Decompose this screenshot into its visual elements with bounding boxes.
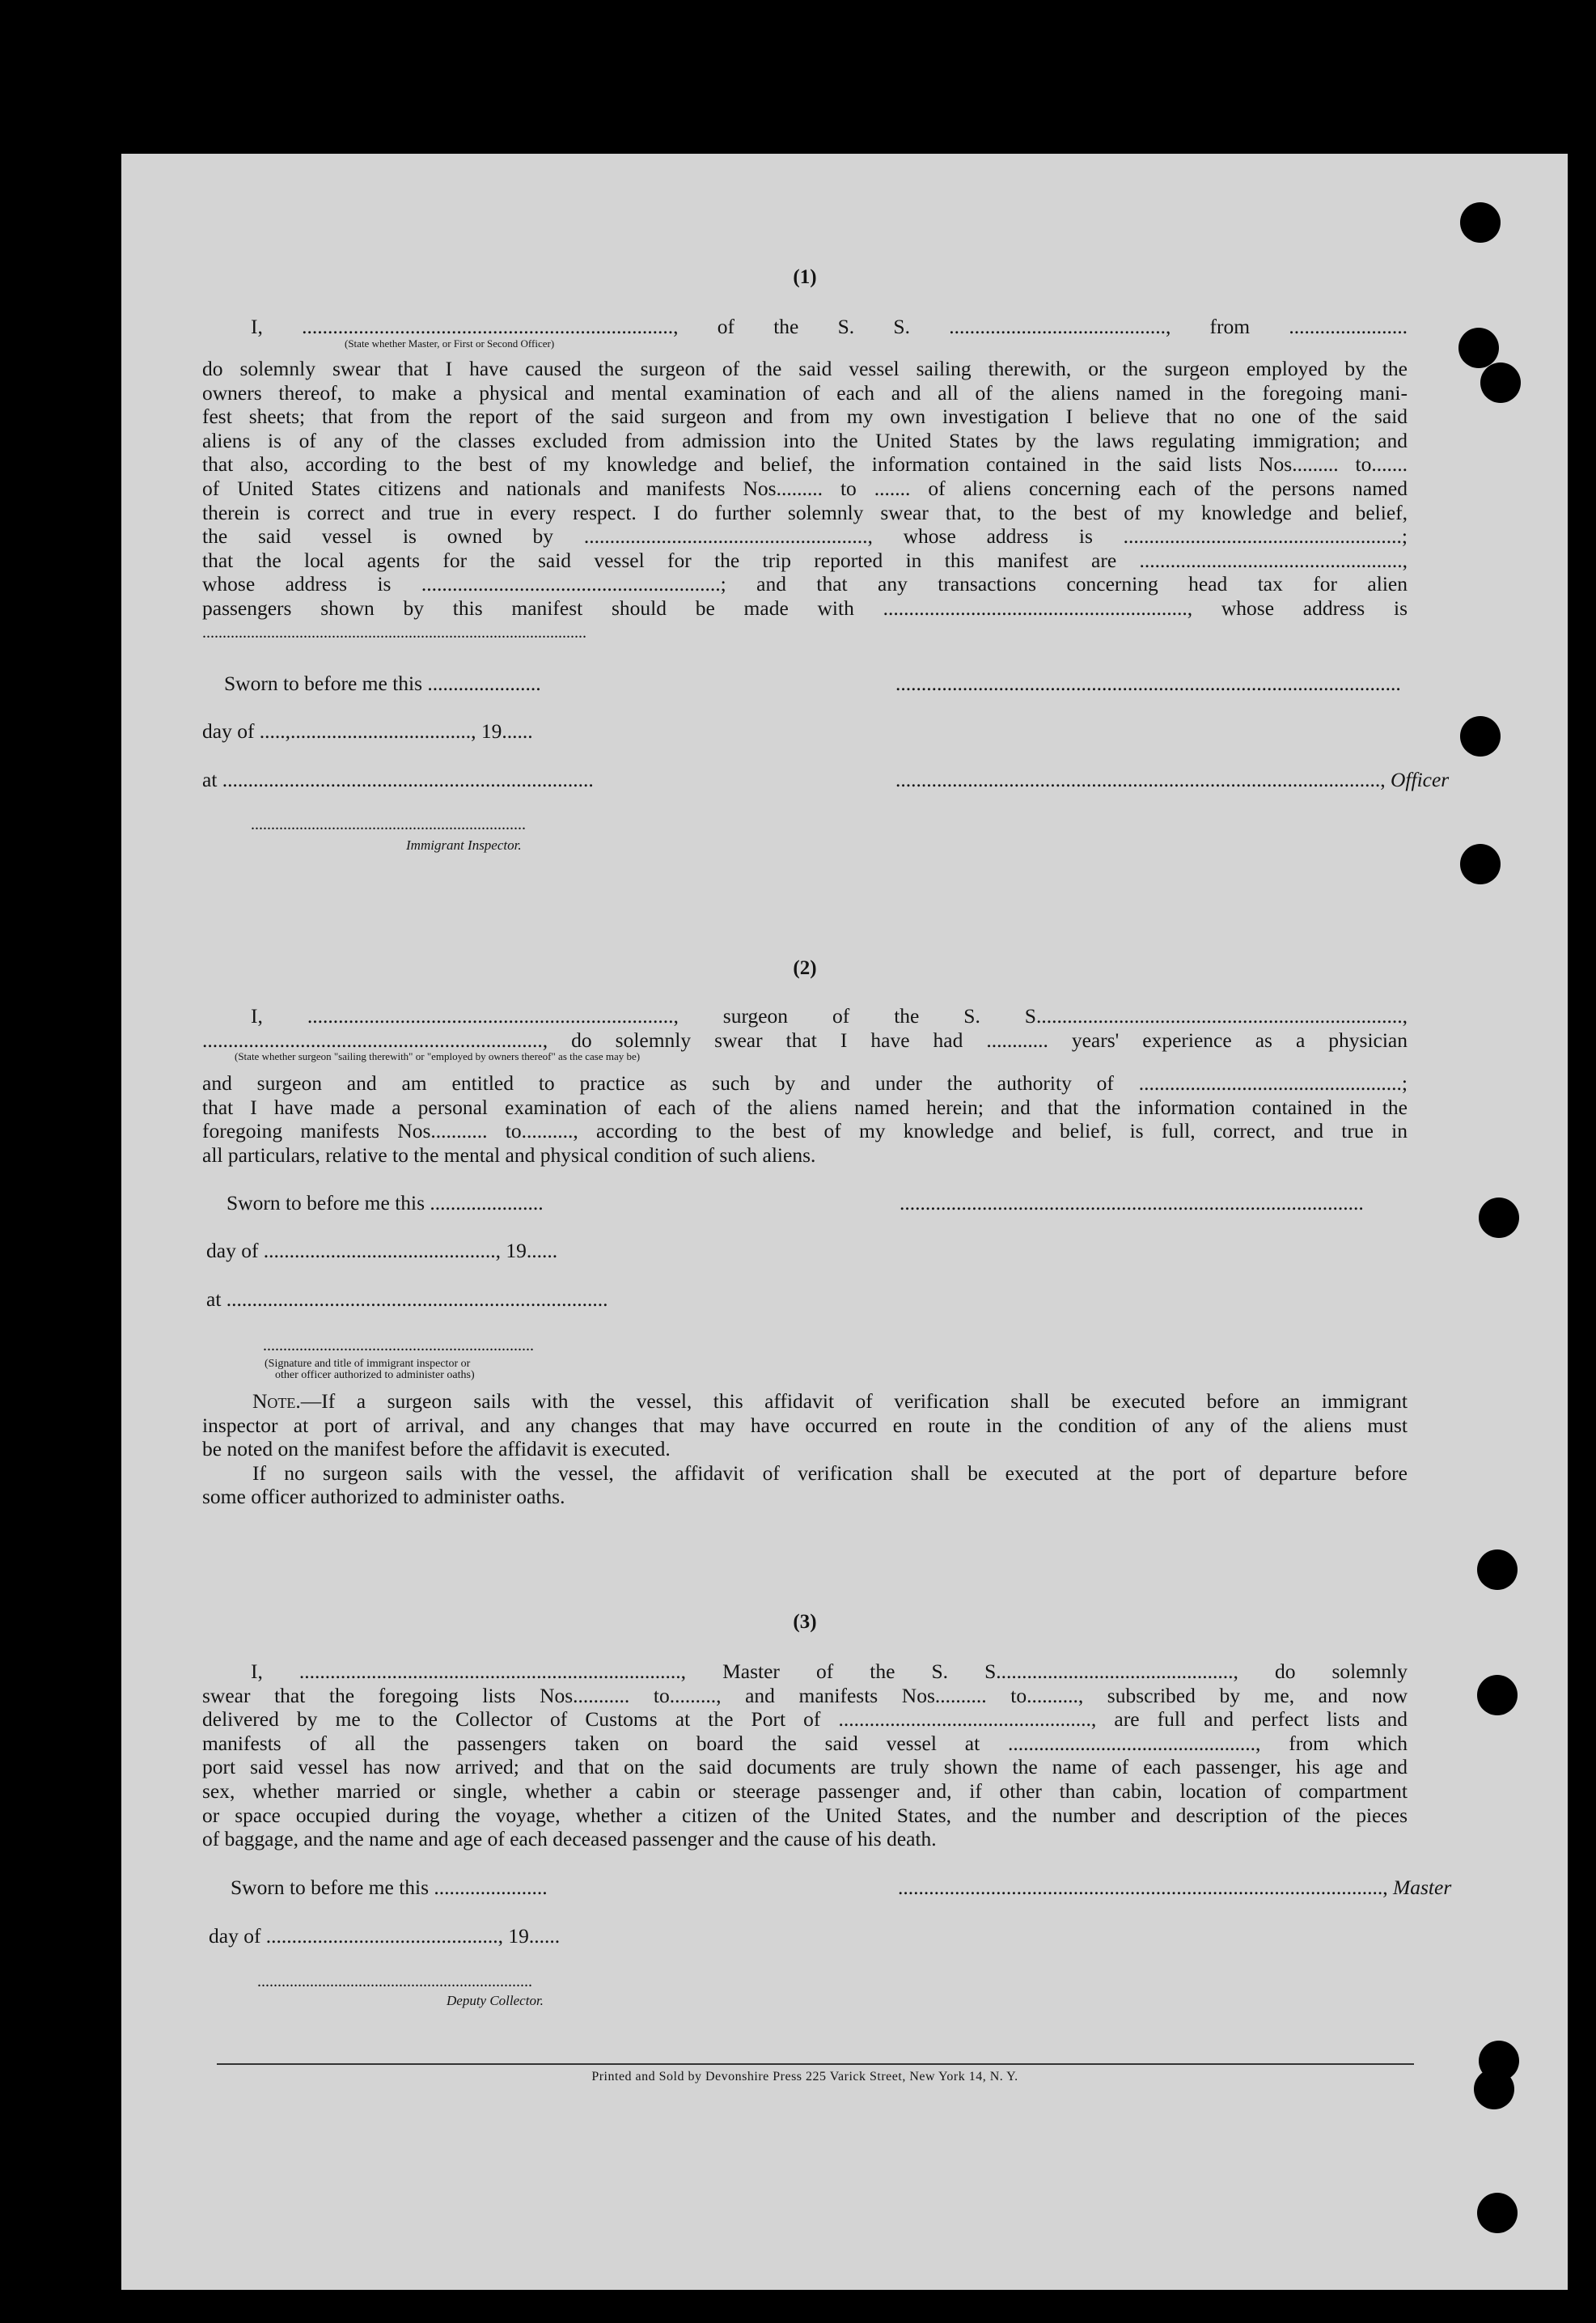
section-1-at: at ........................................................................ (202, 768, 594, 791)
punch-hole (1480, 362, 1521, 403)
punch-hole (1477, 2193, 1518, 2233)
section-2-inspector-line: ................................................................... (263, 1337, 534, 1354)
section-3-master-line: .............................................................................................., Master (898, 1876, 1452, 1899)
punch-hole (1460, 844, 1501, 884)
section-1-affidavit: do solemnly swear that I have caused the surgeon of the said vessel sailing therewith, or the surgeon employed by the owners thereof, to make a physical and mental examination of each and all of the aliens named in the foregoing mani- fest sheets; that from the report of the said surgeon and from my own investigation I believe that no one of the said aliens is of any of the classes excluded from admission into the United States by the laws regulating immigration; and that also, according to the best of my knowledge and belief, the information contained in the said lists Nos......... to....... of United States citizens and nationals and manifests Nos......... to ....... of aliens concerning each of the persons named therein is correct and true in every respect. I do further solemnly swear that, to the best of my knowledge and belief, the said vessel is owned by ......................................................., whose address is ......................................................; that the local agents for the said vessel for the trip reported in this manifest are ..................................................., whose address is ..........................................................; and that any transactions concerning head tax for alien passengers shown by this manifest should be made with ..........................................................., whose address is (202, 357, 1408, 620)
section-1-first-line: I, ........................................................................, of the S. S. .........................................., from ....................... (251, 315, 1408, 338)
punch-hole (1460, 202, 1501, 243)
printer-imprint: Printed and Sold by Devonshire Press 225 Varick Street, New York 14, N. Y. (591, 2070, 1018, 2083)
section-2-inspector-note-1: (Signature and title of immigrant inspector or (265, 1358, 471, 1370)
section-2-note: Note.—If a surgeon sails with the vessel, this affidavit of verification shall be executed before an immigrant inspector at port of arrival, and any changes that may have occurred en route in the condition of any of the aliens must be noted on the manifest before the affidavit is executed. If no surgeon sails with the vessel, the affidavit of verification shall be executed at the port of departure before some officer authorized to administer oaths. (202, 1389, 1408, 1509)
section-1-inspector-caption: Immigrant Inspector. (406, 837, 522, 853)
section-3-day: day of ............................................., 19...... (209, 1924, 561, 1948)
punch-hole (1460, 716, 1501, 757)
section-3-number: (3) (793, 1611, 817, 1633)
section-3-collector-caption: Deputy Collector. (447, 1993, 544, 2008)
section-3-collector-line: .................................................................... (257, 1973, 532, 1990)
section-2-surgeon-note: (State whether surgeon "sailing therewith" or "employed by owners thereof" as the case may be) (235, 1050, 641, 1062)
punch-hole (1477, 1675, 1518, 1715)
section-1-inspector-line: .................................................................... (251, 816, 526, 833)
section-1-sworn: Sworn to before me this ...................... (224, 672, 541, 695)
section-1-officer-line: .............................................................................................., Officer (895, 768, 1450, 791)
section-1-number: (1) (793, 266, 817, 288)
section-2-sworn: Sworn to before me this ...................... (226, 1191, 544, 1214)
section-2-first-lines: I, ......................................................................., surgeon of the S. S......................................................................., .................................................................., do solemnly swear that I have had ............ years' experience as a physician (202, 1004, 1408, 1052)
section-2-number: (2) (793, 957, 817, 979)
punch-hole (1458, 328, 1499, 368)
section-2-affidavit: and surgeon and am entitled to practice as such by and under the authority of ...................................................; that I have made a personal examination of each of the aliens named herein; and that the information contained in the foregoing manifests Nos........... to.........., according to the best of my knowledge and belief, is full, correct, and true in all particulars, relative to the mental and physical condition of such aliens. (202, 1071, 1408, 1167)
section-1-signature-line: .................................................................................................. (895, 672, 1401, 695)
section-2-signature-line: .......................................................................................... (900, 1191, 1364, 1214)
section-2-day: day of ............................................., 19...... (206, 1239, 558, 1262)
section-2-at: at .......................................................................... (206, 1287, 608, 1311)
section-1-officer-note: (State whether Master, or First or Second Officer) (345, 337, 555, 350)
section-2-inspector-note-2: other officer authorized to administer oaths) (275, 1369, 475, 1381)
punch-hole (1477, 1549, 1518, 1590)
footer-rule (217, 2063, 1414, 2065)
punch-hole (1479, 1198, 1519, 1238)
section-1-blank-line: ............................................................................................... (202, 624, 586, 642)
section-3-affidavit: I, .........................................................................., Master of the S. S.............................................., do solemnly swear that the foregoing lists Nos........... to........., and manifests Nos.......... to.........., subscribed by me, and now delivered by me to the Collector of Customs at the Port of ................................................., are full and perfect lists and manifests of all the passengers taken on board the said vessel at ................................................, from which port said vessel has now arrived; and that on the said documents are truly shown the name of each passenger, his age and sex, whether married or single, whether a cabin or steerage passenger and, if other than cabin, location of compartment or space occupied during the voyage, whether a citizen of the United States, and the number and description of the pieces of baggage, and the name and age of each deceased passenger and the cause of his death. (202, 1660, 1408, 1851)
section-3-sworn: Sworn to before me this ...................... (231, 1876, 548, 1899)
section-1-day: day of .....,..................................., 19...... (202, 719, 533, 743)
punch-hole (1474, 2069, 1514, 2109)
